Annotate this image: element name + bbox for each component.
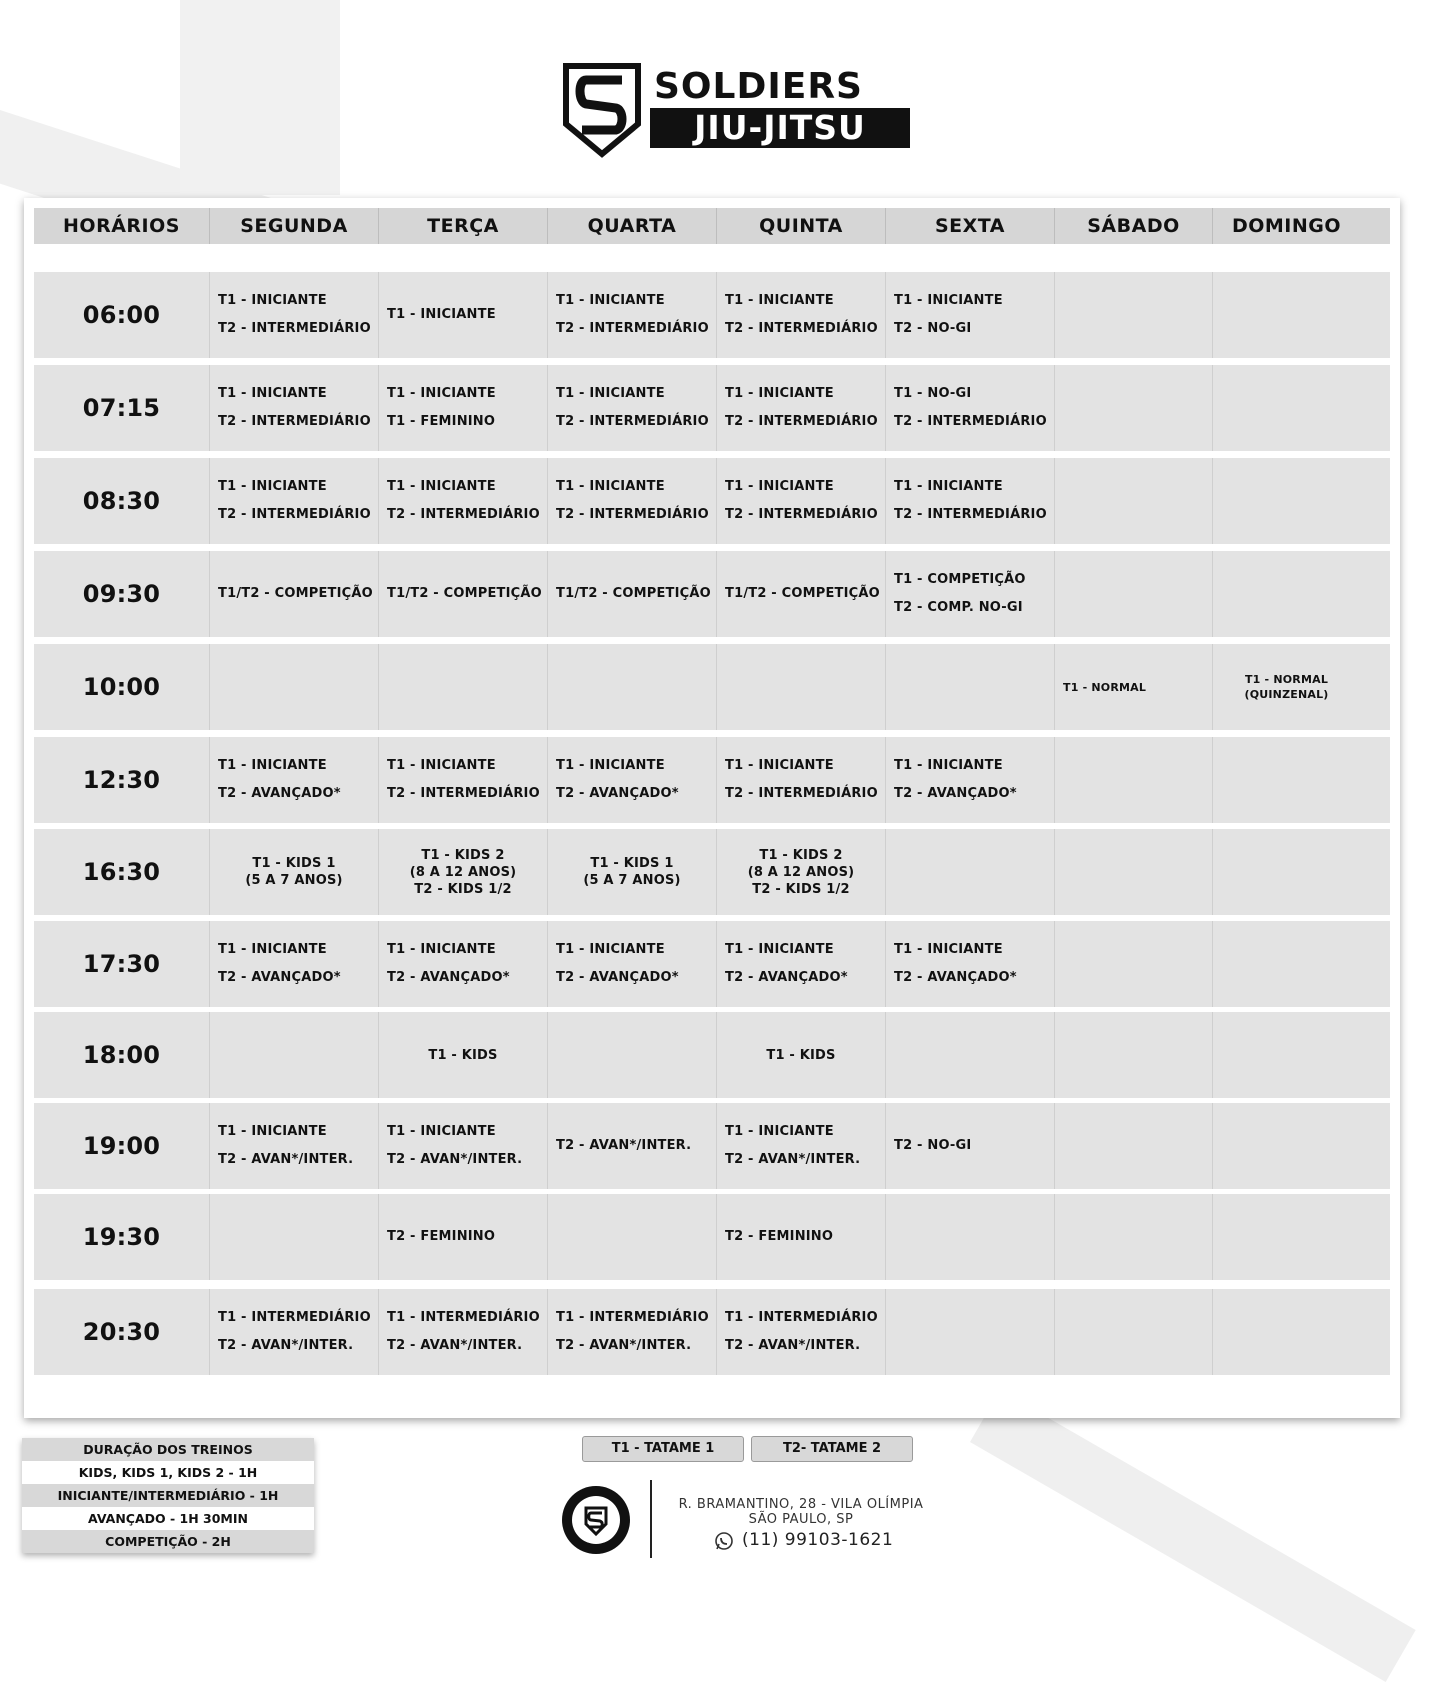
class-label: (QUINZENAL) bbox=[1244, 688, 1329, 701]
class-cell bbox=[379, 737, 548, 823]
class-label: T2 - INTERMEDIÁRIO bbox=[387, 507, 540, 522]
class-label: T1 - INTERMEDIÁRIO bbox=[556, 1310, 709, 1325]
time-cell: 19:00 bbox=[34, 1103, 210, 1189]
class-label: T2 - INTERMEDIÁRIO bbox=[218, 414, 371, 429]
class-cell bbox=[379, 1194, 548, 1280]
header-cell: QUINTA bbox=[717, 208, 886, 244]
class-label: T1 - INICIANTE bbox=[725, 942, 834, 957]
class-cell bbox=[379, 829, 548, 915]
class-cell bbox=[548, 551, 717, 637]
class-cell bbox=[717, 272, 886, 358]
class-label: T1 - INICIANTE bbox=[218, 293, 327, 308]
class-cell bbox=[717, 1194, 886, 1280]
class-cell bbox=[1213, 829, 1360, 915]
class-cell bbox=[886, 1194, 1055, 1280]
time-cell: 12:30 bbox=[34, 737, 210, 823]
table-row bbox=[34, 1289, 1390, 1375]
table-row bbox=[34, 1012, 1390, 1098]
class-cell bbox=[886, 365, 1055, 451]
class-cell bbox=[1055, 829, 1213, 915]
class-label: T2 - INTERMEDIÁRIO bbox=[556, 321, 709, 336]
class-label: (8 A 12 ANOS) bbox=[747, 864, 855, 880]
class-cell bbox=[1055, 1289, 1213, 1375]
class-label: (5 A 7 ANOS) bbox=[583, 873, 681, 888]
header-cell: SEGUNDA bbox=[210, 208, 379, 244]
class-label: T1 - INICIANTE bbox=[725, 293, 834, 308]
class-cell bbox=[1213, 737, 1360, 823]
table-row bbox=[34, 644, 1390, 730]
class-label: T1/T2 - COMPETIÇÃO bbox=[218, 586, 373, 601]
class-cell bbox=[548, 458, 717, 544]
table-row bbox=[34, 921, 1390, 1007]
class-label: T2 - NO-GI bbox=[894, 1138, 972, 1153]
time-cell: 20:30 bbox=[34, 1289, 210, 1375]
class-cell bbox=[210, 921, 379, 1007]
class-cell bbox=[379, 1103, 548, 1189]
time-cell: 06:00 bbox=[34, 272, 210, 358]
class-label: T2 - INTERMEDIÁRIO bbox=[894, 414, 1047, 429]
class-label: T2 - AVANÇADO* bbox=[894, 970, 1017, 985]
header-cell: SÁBADO bbox=[1055, 208, 1213, 244]
class-cell bbox=[548, 921, 717, 1007]
class-cell bbox=[210, 1194, 379, 1280]
address-line-1: R. BRAMANTINO, 28 - VILA OLÍMPIA bbox=[678, 1497, 924, 1512]
class-cell bbox=[1055, 458, 1213, 544]
class-cell bbox=[1055, 1103, 1213, 1189]
class-label: T2 - AVAN*/INTER. bbox=[218, 1338, 354, 1353]
duration-table bbox=[22, 1438, 314, 1553]
class-cell bbox=[379, 921, 548, 1007]
class-cell bbox=[548, 644, 717, 730]
footer-divider bbox=[650, 1480, 652, 1558]
class-label: T1 - NO-GI bbox=[894, 386, 972, 401]
time-cell: 09:30 bbox=[34, 551, 210, 637]
class-label: T1 - INICIANTE bbox=[387, 942, 496, 957]
time-cell: 08:30 bbox=[34, 458, 210, 544]
class-label: T2 - INTERMEDIÁRIO bbox=[556, 414, 709, 429]
class-label: T1 - KIDS 2 bbox=[421, 847, 505, 863]
background-stripe bbox=[970, 1390, 1416, 1682]
class-label: T1 - KIDS bbox=[766, 1047, 836, 1063]
class-label: T1 - INTERMEDIÁRIO bbox=[387, 1310, 540, 1325]
class-label: T1 - NORMAL bbox=[1244, 673, 1329, 686]
class-cell bbox=[379, 1289, 548, 1375]
class-label: T2 - COMP. NO-GI bbox=[894, 600, 1023, 615]
class-cell bbox=[717, 737, 886, 823]
class-cell bbox=[1055, 272, 1213, 358]
class-cell bbox=[886, 644, 1055, 730]
class-label: T2 - AVAN*/INTER. bbox=[725, 1152, 861, 1167]
class-label: T1 - INICIANTE bbox=[725, 758, 834, 773]
class-label: T1/T2 - COMPETIÇÃO bbox=[725, 586, 880, 601]
legend-tatame-2: T2- TATAME 2 bbox=[751, 1436, 913, 1462]
class-cell bbox=[379, 551, 548, 637]
table-row bbox=[34, 365, 1390, 451]
class-label: T2 - NO-GI bbox=[894, 321, 972, 336]
class-label: T2 - AVAN*/INTER. bbox=[725, 1338, 861, 1353]
class-cell bbox=[379, 365, 548, 451]
class-cell bbox=[1055, 737, 1213, 823]
class-cell bbox=[717, 1103, 886, 1189]
class-label: T2 - KIDS 1/2 bbox=[752, 881, 850, 897]
class-cell bbox=[1213, 1012, 1360, 1098]
class-cell bbox=[379, 1012, 548, 1098]
class-cell bbox=[1213, 1194, 1360, 1280]
class-label: T2 - INTERMEDIÁRIO bbox=[218, 507, 371, 522]
brand-name: SOLDIERS bbox=[654, 66, 863, 107]
shield-logo-icon bbox=[562, 62, 642, 158]
class-label: T1 - INICIANTE bbox=[556, 479, 665, 494]
class-cell bbox=[886, 458, 1055, 544]
class-label: T1 - INICIANTE bbox=[894, 479, 1003, 494]
header-cell: QUARTA bbox=[548, 208, 717, 244]
class-cell bbox=[886, 829, 1055, 915]
class-cell bbox=[1055, 644, 1213, 730]
class-label: T1 - INICIANTE bbox=[218, 758, 327, 773]
class-label: T2 - AVANÇADO* bbox=[894, 786, 1017, 801]
class-cell bbox=[886, 551, 1055, 637]
class-cell bbox=[886, 1012, 1055, 1098]
class-label: T1 - INICIANTE bbox=[894, 293, 1003, 308]
class-label: T1/T2 - COMPETIÇÃO bbox=[556, 586, 711, 601]
time-cell: 17:30 bbox=[34, 921, 210, 1007]
class-label: T1 - KIDS 1 bbox=[252, 856, 336, 871]
class-cell bbox=[1213, 644, 1360, 730]
class-cell bbox=[717, 829, 886, 915]
header-cell: HORÁRIOS bbox=[34, 208, 210, 244]
class-label: T2 - AVAN*/INTER. bbox=[218, 1152, 354, 1167]
class-cell bbox=[210, 644, 379, 730]
time-cell: 18:00 bbox=[34, 1012, 210, 1098]
class-cell bbox=[1055, 551, 1213, 637]
class-label: T2 - INTERMEDIÁRIO bbox=[894, 507, 1047, 522]
class-label: T1 - INICIANTE bbox=[556, 293, 665, 308]
class-cell bbox=[1213, 458, 1360, 544]
class-label: T1 - INICIANTE bbox=[894, 758, 1003, 773]
class-cell bbox=[548, 829, 717, 915]
class-label: T2 - FEMININO bbox=[725, 1229, 834, 1244]
class-cell bbox=[717, 1012, 886, 1098]
table-row bbox=[34, 1103, 1390, 1189]
time-cell: 19:30 bbox=[34, 1194, 210, 1280]
duration-item: KIDS, KIDS 1, KIDS 2 - 1H bbox=[22, 1461, 314, 1484]
class-cell bbox=[886, 1289, 1055, 1375]
time-cell: 16:30 bbox=[34, 829, 210, 915]
class-label: T1 - FEMININO bbox=[387, 414, 496, 429]
class-label: T1 - INTERMEDIÁRIO bbox=[218, 1310, 371, 1325]
class-label: T2 - INTERMEDIÁRIO bbox=[387, 786, 540, 801]
class-cell bbox=[210, 272, 379, 358]
table-row bbox=[34, 1194, 1390, 1280]
class-label: T2 - INTERMEDIÁRIO bbox=[218, 321, 371, 336]
duration-title: DURAÇÃO DOS TREINOS bbox=[22, 1438, 314, 1461]
class-label: T1 - INICIANTE bbox=[218, 1124, 327, 1139]
class-label: T2 - AVANÇADO* bbox=[218, 970, 341, 985]
class-label: (8 A 12 ANOS) bbox=[409, 864, 517, 880]
class-cell bbox=[210, 551, 379, 637]
class-label: T1 - KIDS 2 bbox=[759, 847, 843, 863]
class-label: (5 A 7 ANOS) bbox=[245, 873, 343, 888]
class-cell bbox=[379, 272, 548, 358]
class-label: T1 - INICIANTE bbox=[556, 758, 665, 773]
class-cell bbox=[1213, 1289, 1360, 1375]
class-cell bbox=[548, 365, 717, 451]
class-cell bbox=[1055, 921, 1213, 1007]
class-cell bbox=[1213, 1103, 1360, 1189]
class-cell bbox=[210, 365, 379, 451]
time-cell: 10:00 bbox=[34, 644, 210, 730]
class-cell bbox=[210, 1012, 379, 1098]
class-cell bbox=[1055, 1012, 1213, 1098]
class-cell bbox=[886, 921, 1055, 1007]
brand-logo bbox=[562, 62, 912, 162]
duration-item: INICIANTE/INTERMEDIÁRIO - 1H bbox=[22, 1484, 314, 1507]
class-label: T2 - AVANÇADO* bbox=[218, 786, 341, 801]
class-label: T2 - INTERMEDIÁRIO bbox=[725, 786, 878, 801]
class-cell bbox=[1213, 365, 1360, 451]
class-label: T1 - INICIANTE bbox=[387, 479, 496, 494]
class-cell bbox=[717, 458, 886, 544]
class-label: T1 - INICIANTE bbox=[725, 479, 834, 494]
class-label: T1 - INICIANTE bbox=[725, 386, 834, 401]
class-label: T1 - INICIANTE bbox=[218, 479, 327, 494]
class-cell bbox=[1213, 272, 1360, 358]
class-label: T1 - INICIANTE bbox=[725, 1124, 834, 1139]
seal-logo-icon bbox=[560, 1484, 632, 1556]
table-row bbox=[34, 737, 1390, 823]
class-cell bbox=[379, 458, 548, 544]
class-label: T1 - INTERMEDIÁRIO bbox=[725, 1310, 878, 1325]
class-cell bbox=[717, 644, 886, 730]
schedule-table bbox=[24, 198, 1400, 1418]
duration-item: AVANÇADO - 1H 30MIN bbox=[22, 1507, 314, 1530]
class-label: T2 - AVAN*/INTER. bbox=[556, 1338, 692, 1353]
time-cell: 07:15 bbox=[34, 365, 210, 451]
table-row bbox=[34, 551, 1390, 637]
class-cell bbox=[210, 458, 379, 544]
class-cell bbox=[886, 272, 1055, 358]
class-label: T1 - INICIANTE bbox=[387, 758, 496, 773]
class-label: T1 - INICIANTE bbox=[556, 942, 665, 957]
class-label: T2 - INTERMEDIÁRIO bbox=[725, 507, 878, 522]
class-cell bbox=[1213, 921, 1360, 1007]
class-label: T2 - FEMININO bbox=[387, 1229, 496, 1244]
class-label: T1 - INICIANTE bbox=[218, 386, 327, 401]
class-cell bbox=[886, 1103, 1055, 1189]
class-label: T1 - INICIANTE bbox=[387, 307, 496, 322]
table-row bbox=[34, 829, 1390, 915]
class-cell bbox=[548, 1194, 717, 1280]
class-label: T2 - AVANÇADO* bbox=[725, 970, 848, 985]
class-cell bbox=[210, 737, 379, 823]
class-label: T1 - KIDS 1 bbox=[590, 856, 674, 871]
class-label: T1 - COMPETIÇÃO bbox=[894, 572, 1026, 587]
class-cell bbox=[210, 829, 379, 915]
class-label: T2 - AVAN*/INTER. bbox=[387, 1338, 523, 1353]
class-label: T2 - INTERMEDIÁRIO bbox=[725, 321, 878, 336]
phone-number: (11) 99103-1621 bbox=[742, 1530, 894, 1550]
address-line-2: SÃO PAULO, SP bbox=[748, 1512, 854, 1527]
class-cell bbox=[1055, 1194, 1213, 1280]
class-label: T1/T2 - COMPETIÇÃO bbox=[387, 586, 542, 601]
class-label: T2 - AVANÇADO* bbox=[387, 970, 510, 985]
class-cell bbox=[717, 365, 886, 451]
class-cell bbox=[548, 1012, 717, 1098]
class-label: T1 - INICIANTE bbox=[556, 386, 665, 401]
class-cell bbox=[548, 1289, 717, 1375]
class-cell bbox=[717, 1289, 886, 1375]
class-label: T2 - AVAN*/INTER. bbox=[556, 1138, 692, 1153]
header-cell: DOMINGO bbox=[1231, 215, 1342, 237]
duration-item: COMPETIÇÃO - 2H bbox=[22, 1530, 314, 1553]
class-cell bbox=[379, 644, 548, 730]
table-row bbox=[34, 458, 1390, 544]
class-label: T2 - AVANÇADO* bbox=[556, 786, 679, 801]
legend-tatame-1: T1 - TATAME 1 bbox=[582, 1436, 744, 1462]
class-label: T2 - AVANÇADO* bbox=[556, 970, 679, 985]
class-cell bbox=[1055, 365, 1213, 451]
class-cell bbox=[886, 737, 1055, 823]
class-label: T2 - INTERMEDIÁRIO bbox=[556, 507, 709, 522]
class-cell bbox=[548, 737, 717, 823]
class-label: T1 - INICIANTE bbox=[387, 1124, 496, 1139]
header-cell: SEXTA bbox=[886, 208, 1055, 244]
class-cell bbox=[717, 551, 886, 637]
class-cell bbox=[717, 921, 886, 1007]
class-cell bbox=[210, 1289, 379, 1375]
class-cell bbox=[1213, 551, 1360, 637]
brand-subtitle: JIU-JITSU bbox=[650, 108, 910, 148]
background-stripe bbox=[180, 0, 340, 195]
class-label: T1 - INICIANTE bbox=[894, 942, 1003, 957]
class-label: T1 - INICIANTE bbox=[387, 386, 496, 401]
class-label: T1 - KIDS bbox=[428, 1047, 498, 1063]
class-label: T2 - INTERMEDIÁRIO bbox=[725, 414, 878, 429]
table-row bbox=[34, 272, 1390, 358]
class-label: T1 - INICIANTE bbox=[218, 942, 327, 957]
table-header bbox=[34, 208, 1390, 244]
class-label: T2 - AVAN*/INTER. bbox=[387, 1152, 523, 1167]
class-cell bbox=[548, 272, 717, 358]
class-label: T2 - KIDS 1/2 bbox=[414, 881, 512, 897]
class-cell bbox=[548, 1103, 717, 1189]
whatsapp-icon bbox=[714, 1531, 734, 1551]
header-cell: TERÇA bbox=[379, 208, 548, 244]
class-label: T1 - NORMAL bbox=[1063, 680, 1147, 694]
class-cell bbox=[210, 1103, 379, 1189]
